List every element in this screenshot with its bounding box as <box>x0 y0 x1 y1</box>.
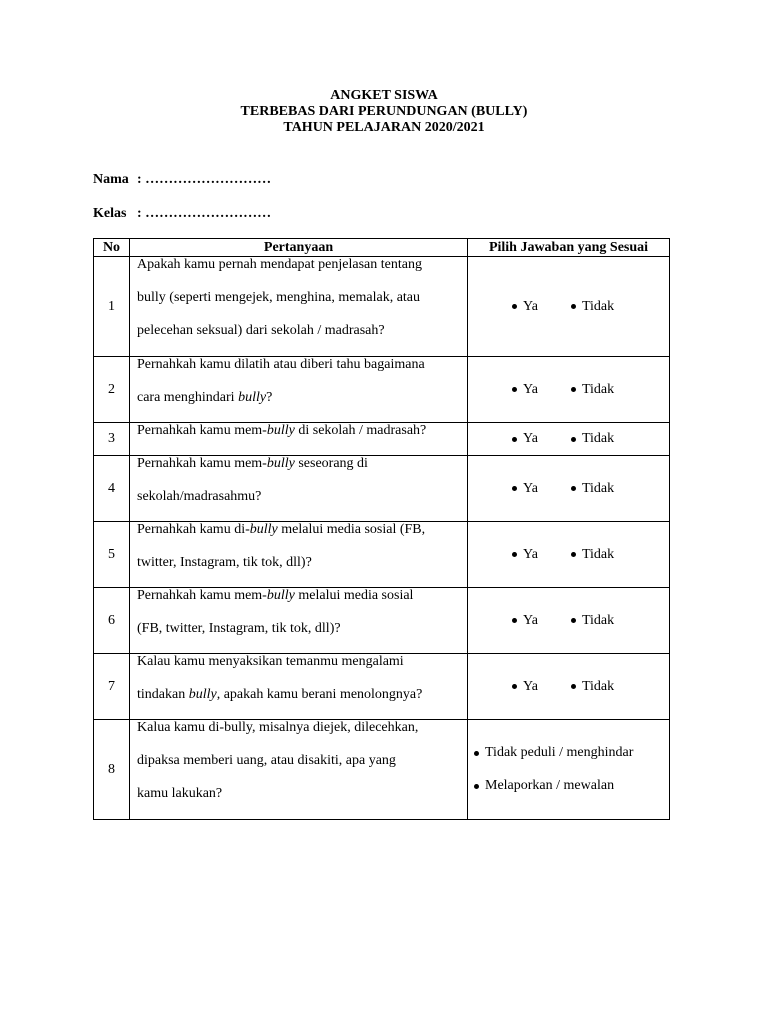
kelas-field[interactable] <box>93 206 271 222</box>
question-line: Pernahkah kamu mem-bully seseorang di <box>137 456 368 471</box>
table-header-row <box>94 239 670 257</box>
answer-option[interactable] <box>571 547 614 563</box>
question-text <box>130 357 468 423</box>
answer-option-label: Ya <box>523 678 538 694</box>
bullet-icon <box>512 618 517 623</box>
answer-option[interactable] <box>571 679 614 695</box>
answer-option-label: Ya <box>523 612 538 628</box>
answer-option-label: Ya <box>523 298 538 314</box>
header-pertanyaan: Pertanyaan <box>130 239 468 257</box>
answer-option-label: Tidak <box>581 298 615 314</box>
survey-table <box>93 238 670 820</box>
question-line: (FB, twitter, Instagram, tik tok, dll)? <box>137 621 341 636</box>
answer-option[interactable] <box>512 299 538 315</box>
answer-option[interactable] <box>571 382 614 398</box>
answer-option-label: Tidak <box>581 546 615 562</box>
answer-option-label: Ya <box>523 431 538 446</box>
row-number: 5 <box>94 522 130 588</box>
answer-option-label: Tidak peduli / menghindar <box>485 745 634 760</box>
answer-options <box>468 654 670 720</box>
table-row <box>94 257 670 357</box>
emphasis-text: bully <box>249 522 278 537</box>
question-line: Pernahkah kamu mem-bully melalui media sosial <box>137 588 414 603</box>
table-row <box>94 423 670 456</box>
answer-option[interactable] <box>571 613 614 629</box>
answer-option-label: Tidak <box>581 431 615 446</box>
answer-option[interactable] <box>512 431 538 447</box>
table-row <box>94 456 670 522</box>
answer-options <box>468 588 670 654</box>
table-row <box>94 588 670 654</box>
answer-options <box>468 357 670 423</box>
header-title: ANGKET SISWA <box>330 88 438 103</box>
answer-options <box>468 257 670 357</box>
answer-option[interactable] <box>571 431 614 447</box>
bullet-icon <box>512 486 517 491</box>
answer-option[interactable] <box>512 679 538 695</box>
answer-options <box>468 456 670 522</box>
question-line: Kalua kamu di-bully, misalnya diejek, dilecehkan, <box>137 720 419 735</box>
answer-option-label: Tidak <box>581 381 615 397</box>
row-number: 3 <box>94 423 130 456</box>
nama-blank[interactable]: ……………………… <box>145 172 272 187</box>
question-text <box>130 456 468 522</box>
question-line: Pernahkah kamu di-bully melalui media sosial (FB, <box>137 522 426 537</box>
question-text <box>130 588 468 654</box>
bullet-icon <box>512 387 517 392</box>
question-line: Kalau kamu menyaksikan temanmu mengalami <box>137 654 404 669</box>
answer-option-label: Tidak <box>581 612 615 628</box>
emphasis-text: bully <box>266 588 295 603</box>
bullet-icon <box>571 684 576 689</box>
document-header <box>0 88 768 136</box>
header-year: TAHUN PELAJARAN 2020/2021 <box>283 120 485 135</box>
answer-option-label: Ya <box>523 381 538 397</box>
header-subtitle: TERBEBAS DARI PERUNDUNGAN (BULLY) <box>240 104 528 119</box>
bullet-icon <box>474 784 479 789</box>
question-line: Pernahkah kamu dilatih atau diberi tahu bagaimana <box>137 357 425 372</box>
answer-option-label: Tidak <box>581 480 615 496</box>
row-number: 8 <box>94 720 130 820</box>
emphasis-text: bully <box>266 423 295 438</box>
answer-option[interactable] <box>474 737 669 770</box>
nama-separator: : <box>137 172 142 187</box>
row-number: 4 <box>94 456 130 522</box>
question-line: cara menghindari bully? <box>137 390 273 405</box>
bullet-icon <box>571 387 576 392</box>
answer-option[interactable] <box>512 547 538 563</box>
table-row <box>94 720 670 820</box>
question-line: bully (seperti mengejek, menghina, memalak, atau <box>137 290 421 305</box>
answer-options <box>468 423 670 456</box>
question-line: sekolah/madrasahmu? <box>137 489 262 504</box>
bullet-icon <box>474 751 479 756</box>
bullet-icon <box>512 552 517 557</box>
kelas-separator: : <box>137 206 142 221</box>
question-line: Apakah kamu pernah mendapat penjelasan tentang <box>137 257 422 272</box>
emphasis-text: bully <box>266 456 295 471</box>
row-number: 6 <box>94 588 130 654</box>
question-text <box>130 257 468 357</box>
question-line: pelecehan seksual) dari sekolah / madrasah? <box>137 323 385 338</box>
bullet-icon <box>571 486 576 491</box>
row-number: 1 <box>94 257 130 357</box>
bullet-icon <box>571 618 576 623</box>
kelas-label: Kelas <box>93 206 127 221</box>
table-row <box>94 357 670 423</box>
kelas-blank[interactable]: ……………………… <box>145 206 272 221</box>
table-row <box>94 522 670 588</box>
bullet-icon <box>512 684 517 689</box>
question-line: dipaksa memberi uang, atau disakiti, apa yang <box>137 753 396 768</box>
bullet-icon <box>512 437 517 442</box>
question-text <box>130 654 468 720</box>
table-row <box>94 654 670 720</box>
nama-label: Nama <box>93 172 129 187</box>
question-text <box>130 423 468 456</box>
question-text <box>130 522 468 588</box>
answer-option[interactable] <box>512 382 538 398</box>
question-line: tindakan bully, apakah kamu berani menolongnya? <box>137 687 423 702</box>
header-jawaban: Pilih Jawaban yang Sesuai <box>468 239 670 257</box>
bullet-icon <box>512 304 517 309</box>
question-text <box>130 720 468 820</box>
answer-option[interactable] <box>571 299 614 315</box>
answer-options <box>468 720 670 820</box>
bullet-icon <box>571 304 576 309</box>
answer-option-label: Ya <box>523 480 538 496</box>
answer-option[interactable] <box>512 481 538 497</box>
emphasis-text: bully <box>238 390 267 405</box>
answer-options <box>468 522 670 588</box>
question-line: Pernahkah kamu mem-bully di sekolah / madrasah? <box>137 423 427 438</box>
row-number: 2 <box>94 357 130 423</box>
answer-option-label: Melaporkan / mewalan <box>485 778 615 793</box>
answer-option[interactable] <box>571 481 614 497</box>
answer-option-label: Tidak <box>581 678 615 694</box>
emphasis-text: bully <box>188 687 217 702</box>
answer-option[interactable] <box>512 613 538 629</box>
nama-field[interactable] <box>93 172 271 188</box>
header-no: No <box>94 239 130 257</box>
answer-option-label: Ya <box>523 546 538 562</box>
answer-option[interactable] <box>474 770 669 803</box>
row-number: 7 <box>94 654 130 720</box>
bullet-icon <box>571 552 576 557</box>
question-line: kamu lakukan? <box>137 786 223 801</box>
bullet-icon <box>571 437 576 442</box>
question-line: twitter, Instagram, tik tok, dll)? <box>137 555 312 570</box>
